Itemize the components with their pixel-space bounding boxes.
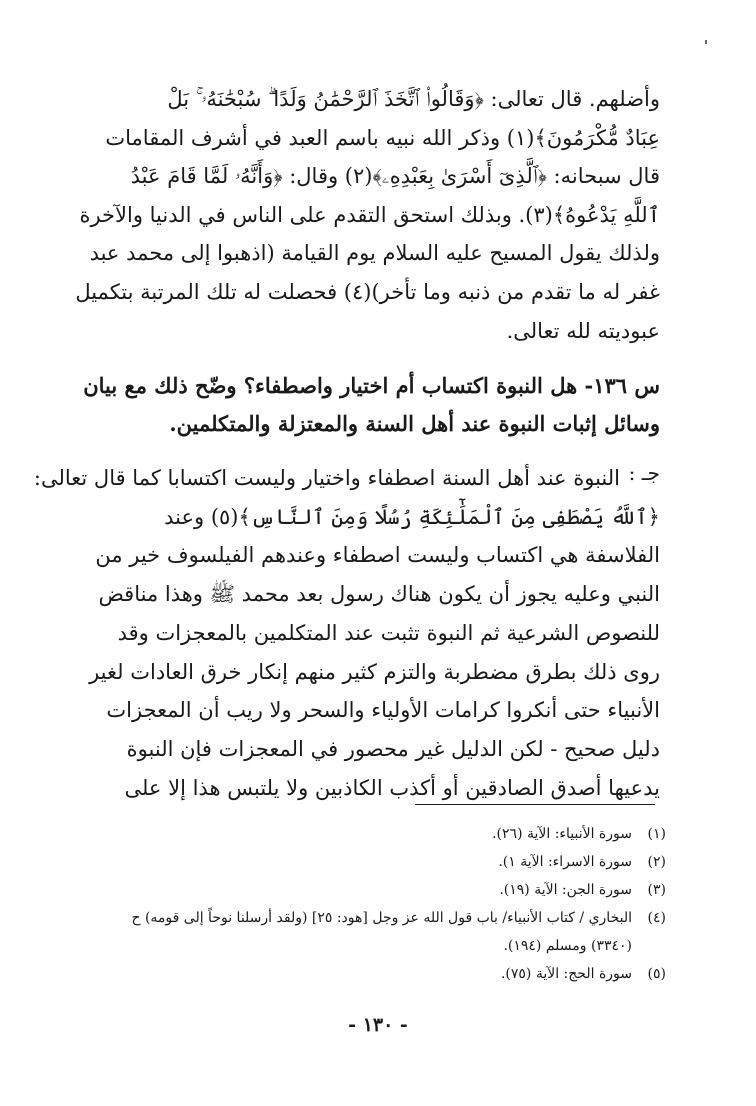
footnote-3 [100,876,666,904]
answer-line: للنصوص الشرعية ثم النبوة تثبت عند المتكلمين بالمعجزات وقد [117,620,660,645]
text-line: عبوديته لله تعالى. [506,318,660,343]
answer-line: دليل صحيح - لكن الدليل غير محصور في المعجزات فإن النبوة [126,736,660,761]
text-line: وأضلهم. قال تعالى: ﴿وَقَالُوا۟ ٱتَّخَذَ ٱلرَّحْمَٰنُ وَلَدًا ۗ سُبْحَٰنَهُۥ ۚ بَلْ [167,87,660,111]
answer-line: ﴿ٱللَّهُ يَصْطَفِى مِنَ ٱلْمَلَٰٓئِكَةِ رُسُلًا وَمِنَ ٱلنَّاسِ﴾(٥) وعند [164,504,660,529]
question-line: س ١٣٦- هل النبوة اكتساب أم اختيار واصطفاء؟ وضّح ذلك مع بيان [83,373,660,398]
footnote-1 [100,820,666,848]
footnote-2 [100,848,666,876]
answer-line: روى ذلك بطرق مضطربة والتزم كثير منهم إنكار خرق العادات لغير [89,659,660,684]
page-number: - ١٣٠ - [348,1014,408,1036]
footnote-text: سورة الأنبياء: الآية (٢٦). [492,826,632,842]
answer-line: الفلاسفة هي اكتساب وليست اصطفاء وعندهم الفيلسوف خير من [95,543,660,568]
footnote-4 [100,904,666,932]
question-136-heading [83,367,660,443]
footnote-text: سورة الحج: الآية (٧٥). [500,966,632,982]
footnote-number: (١) [647,826,666,842]
footnote-divider [415,804,655,805]
footnote-number: (٥) [647,966,666,982]
page-speck [705,40,707,44]
answer-prefix: جـ : [628,461,660,485]
answer-line: يدعيها أصدق الصادقين أو أكذب الكاذبين ولا يلتبس هذا إلا على [124,775,660,800]
question-line: وسائل إثبات النبوة عند أهل السنة والمعتزلة والمتكلمين. [169,411,660,436]
answer-body [33,459,620,498]
answer-line: النبي وعليه يجوز أن يكون هناك رسول بعد محمد ﷺ وهذا مناقض [98,582,660,607]
footnote-text: سورة الجن: الآية (١٩). [499,882,632,898]
text-line: عِبَادٌ مُّكْرَمُونَ﴾(١) وذكر الله نبيه باسم العبد في أشرف المقامات [105,125,660,150]
text-line: ٱللَّهِ يَدْعُوهُ﴾(٣). وبذلك استحق التقدم على الناس في الدنيا والآخرة [79,202,660,227]
footnote-5 [100,960,666,988]
answer-line: النبوة عند أهل السنة اصطفاء واختيار وليست اكتسابا كما قال تعالى: [33,466,620,490]
footnote-text: سورة الاسراء: الآية ١). [498,854,632,870]
paragraph-1 [75,80,660,350]
text-line: ولذلك يقول المسيح عليه السلام يوم القيامة (اذهبوا إلى محمد عبد [89,241,660,266]
text-line: قال سبحانه: ﴿ٱلَّذِىٓ أَسْرَىٰ بِعَبْدِهِۦ﴾(٢) وقال: ﴿وَأَنَّهُۥ لَمَّا قَامَ عَبْدُ [130,164,660,189]
footnote-4-continued: (٣٣٤٠) ومسلم (١٩٤). [503,938,632,954]
answer-body-continued [89,498,660,808]
footnotes [100,820,666,988]
footnote-number: (٤) [647,910,666,926]
footnote-text: البخاري / كتاب الأنبياء/ باب قول الله عز وجل [هود: ٢٥] (ولقد أرسلنا نوحاً إلى قومه) ح [131,910,632,926]
text-line: غفر له ما تقدم من ذنبه وما تأخر)(٤) فحصلت له تلك المرتبة بتكميل [75,279,660,304]
footnote-number: (٣) [647,882,666,898]
footnote-number: (٢) [647,854,666,870]
answer-line: الأنبياء حتى أنكروا كرامات الأولياء والسحر ولا ريب أن المعجزات [106,698,660,723]
